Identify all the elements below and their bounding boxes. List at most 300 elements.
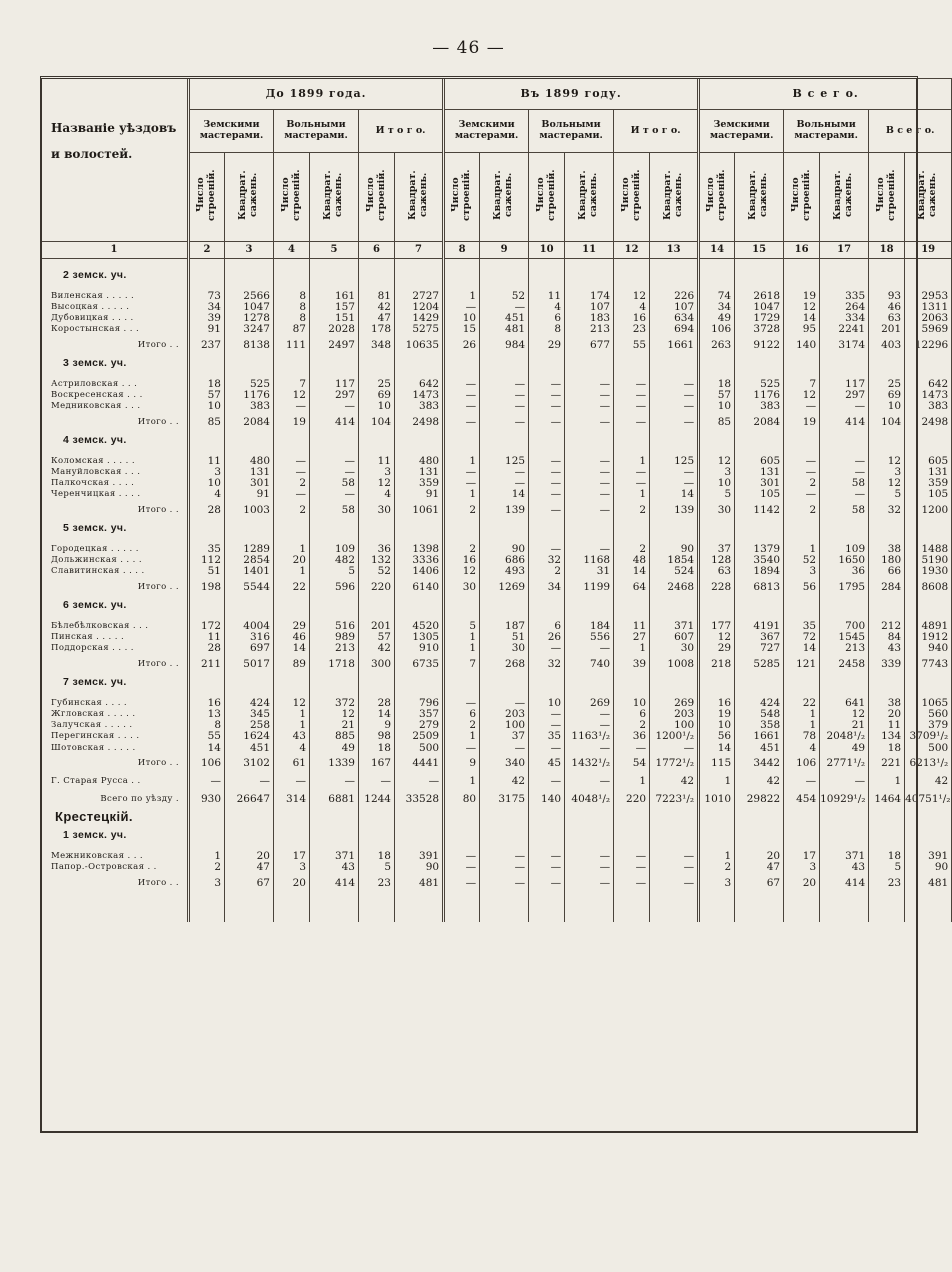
empty-cell [189,266,225,284]
count-cell: — [444,401,480,412]
area-cell: 642 [905,379,952,390]
count-cell: 4 [189,489,225,500]
count-cell: 1 [189,851,225,862]
empty-cell [225,266,274,284]
spacer-cell [41,449,189,456]
row-label: Виленская . . . . . [41,291,189,302]
empty-cell [225,519,274,537]
count-cell: 80 [444,790,480,808]
count-cell: 14 [614,566,650,577]
subheader-area [565,153,614,242]
count-cell: 1 [784,720,820,731]
area-cell: 372 [310,698,359,709]
area-cell: 605 [905,456,952,467]
area-cell: 1624 [225,731,274,742]
empty-cell [905,596,952,614]
area-cell: 151 [310,313,359,324]
area-cell: — [310,467,359,478]
area-cell: 596 [310,578,359,596]
empty-cell [650,431,699,449]
area-cell: 6140 [395,578,444,596]
area-cell: 414 [310,413,359,431]
count-cell: 30 [444,578,480,596]
subheader-count [699,153,735,242]
area-cell: 357 [395,709,444,720]
count-cell: 10 [699,401,735,412]
count-cell: — [444,379,480,390]
section-label: 2 земск. уч. [41,266,189,284]
area-cell: 117 [310,379,359,390]
area-cell: 90 [395,862,444,873]
count-cell: — [529,467,565,478]
area-cell: 414 [820,874,869,892]
count-cell: 8 [274,313,310,324]
area-cell: 1008 [650,655,699,673]
area-cell: 1772¹/₂ [650,754,699,772]
count-cell: 220 [359,578,395,596]
count-cell: 4 [529,302,565,313]
count-cell: 38 [869,544,905,555]
area-cell: 677 [565,336,614,354]
subheader-label: Квадрат. сажень. [832,170,855,220]
area-cell: — [565,478,614,489]
area-cell: 47 [735,862,784,873]
area-cell: 345 [225,709,274,720]
count-cell: 14 [274,643,310,654]
subheader-label: Число строеній. [195,169,217,221]
empty-cell [820,266,869,284]
period-in-1899: Въ 1899 году. [444,79,699,110]
area-cell: 52 [480,291,529,302]
spacer-cell [614,258,650,266]
area-cell: 740 [565,655,614,673]
count-cell: 1 [614,772,650,790]
count-cell: 14 [359,709,395,720]
spacer-cell [820,892,869,922]
count-cell: — [784,489,820,500]
total-row [41,874,952,892]
count-cell: 4 [784,743,820,754]
count-cell: 78 [784,731,820,742]
area-cell: 107 [650,302,699,313]
count-cell: 2 [444,544,480,555]
section-label: 4 земск. уч. [41,431,189,449]
empty-cell [905,826,952,844]
empty-cell [274,431,310,449]
count-cell: 237 [189,336,225,354]
area-cell: 605 [735,456,784,467]
area-cell: 107 [565,302,614,313]
count-cell: 3 [274,862,310,873]
empty-cell [650,826,699,844]
section-row [41,431,952,449]
count-cell: 1 [699,851,735,862]
empty-cell [189,431,225,449]
empty-cell [480,519,529,537]
count-cell: 22 [784,698,820,709]
row-label: Бѣлебѣлковская . . . [41,621,189,632]
empty-cell [820,826,869,844]
count-cell: 1 [274,709,310,720]
empty-cell [820,596,869,614]
count-cell: 55 [189,731,225,742]
column-number: 4 [274,241,310,258]
row-label: Шотовская . . . . . [41,743,189,754]
count-cell: 4 [274,743,310,754]
row-label: Перегинская . . . . [41,731,189,742]
area-cell: 12296 [905,336,952,354]
area-cell: 297 [310,390,359,401]
count-cell: 1 [444,643,480,654]
count-cell: 134 [869,731,905,742]
count-cell: — [444,862,480,873]
count-cell: 12 [784,302,820,313]
subheader-count [444,153,480,242]
count-cell: 104 [869,413,905,431]
subheader-area [650,153,699,242]
empty-cell [395,519,444,537]
area-cell: 12 [820,709,869,720]
row-label: Итого . . [41,501,189,519]
empty-cell [699,808,735,826]
empty-cell [784,826,820,844]
count-cell: 1 [274,544,310,555]
area-cell: 1930 [905,566,952,577]
area-cell: 7223¹/₂ [650,790,699,808]
count-cell: 1 [784,544,820,555]
count-cell: — [614,743,650,754]
subheader-label: Квадрат. сажень. [916,170,939,220]
spacer-cell [784,258,820,266]
empty-cell [274,596,310,614]
area-cell: 2241 [820,324,869,335]
area-cell: 301 [225,478,274,489]
area-cell: 213 [565,324,614,335]
area-cell: 359 [395,478,444,489]
filler-row [41,892,952,922]
empty-cell [699,354,735,372]
area-cell: 1488 [905,544,952,555]
area-cell: — [820,456,869,467]
count-cell: 19 [784,291,820,302]
area-cell: 20 [225,851,274,862]
area-cell: 10929¹/₂ [820,790,869,808]
area-cell: 47 [225,862,274,873]
count-cell: — [614,390,650,401]
subheader-count [614,153,650,242]
count-cell: 3 [699,874,735,892]
count-cell: 201 [869,324,905,335]
area-cell: — [820,772,869,790]
empty-cell [905,431,952,449]
area-cell: 686 [480,555,529,566]
area-cell: 1339 [310,754,359,772]
count-cell: 112 [189,555,225,566]
area-cell: 1289 [225,544,274,555]
area-cell: 4891 [905,621,952,632]
area-cell: 30 [650,643,699,654]
count-cell: 66 [869,566,905,577]
section-row [41,266,952,284]
area-cell: 43 [820,862,869,873]
count-cell: 14 [189,743,225,754]
area-cell: — [565,874,614,892]
empty-cell [310,266,359,284]
area-cell: — [650,467,699,478]
count-cell: 35 [189,544,225,555]
subheader-label: Квадрат. сажень. [406,170,429,220]
count-cell: 11 [359,456,395,467]
column-number: 18 [869,241,905,258]
count-cell: 2 [444,501,480,519]
count-cell: 3 [869,467,905,478]
area-cell: 1003 [225,501,274,519]
empty-cell [905,519,952,537]
count-cell: 16 [189,698,225,709]
row-label: Папор.-Островская . . [41,862,189,873]
column-number: 12 [614,241,650,258]
count-cell: 29 [699,643,735,654]
count-cell: 14 [784,313,820,324]
count-cell: 34 [529,578,565,596]
empty-cell [395,266,444,284]
count-cell: 18 [699,379,735,390]
count-cell: 4 [614,302,650,313]
count-cell: 12 [274,698,310,709]
count-cell: 57 [359,632,395,643]
row-label: Итого . . [41,874,189,892]
spacer-cell [395,258,444,266]
count-cell: 10 [444,313,480,324]
table-header [41,79,952,259]
area-cell: 1729 [735,313,784,324]
count-cell: 5 [359,862,395,873]
count-cell: — [614,478,650,489]
count-cell: — [274,467,310,478]
count-cell: 35 [784,621,820,632]
empty-cell [310,673,359,691]
area-cell: 157 [310,302,359,313]
area-cell: 1473 [395,390,444,401]
spacer-cell [41,892,189,922]
empty-cell [565,519,614,537]
count-cell: — [529,390,565,401]
area-cell: 279 [395,720,444,731]
count-cell: 20 [274,874,310,892]
count-cell: 15 [444,324,480,335]
group-header: Вольными мастерами. [784,110,869,153]
count-cell: 27 [614,632,650,643]
section-row [41,354,952,372]
count-cell: 6 [529,621,565,632]
area-cell: 1401 [225,566,274,577]
row-label: Итого . . [41,336,189,354]
count-cell: — [614,874,650,892]
row-label: Астриловская . . . [41,379,189,390]
area-cell: 49 [310,743,359,754]
area-cell: 105 [735,489,784,500]
count-cell: 1464 [869,790,905,808]
subheader-label: Квадрат. сажень. [747,170,770,220]
count-cell: 8 [189,720,225,731]
count-cell: — [529,851,565,862]
empty-cell [529,808,565,826]
empty-cell [444,266,480,284]
count-cell: 2 [784,478,820,489]
area-cell: 14 [650,489,699,500]
spacer-cell [565,892,614,922]
area-cell: 727 [735,643,784,654]
empty-cell [869,673,905,691]
area-cell: 2084 [225,413,274,431]
count-cell: 28 [359,698,395,709]
table-row [41,566,952,577]
area-cell: 105 [905,489,952,500]
subheader-area [820,153,869,242]
area-cell: 5 [310,566,359,577]
empty-cell [189,596,225,614]
count-cell: 34 [699,302,735,313]
column-title-line1: Названіе уѣздовъ [51,121,177,135]
table-row [41,643,952,654]
count-cell: 2 [699,862,735,873]
empty-cell [444,673,480,691]
area-cell: 58 [310,501,359,519]
area-cell: 383 [225,401,274,412]
column-number: 7 [395,241,444,258]
count-cell: 314 [274,790,310,808]
count-cell: 84 [869,632,905,643]
subheader-label: Число строеній. [705,169,728,221]
empty-cell [529,826,565,844]
count-cell: 167 [359,754,395,772]
count-cell: 46 [274,632,310,643]
empty-cell [395,808,444,826]
empty-cell [310,519,359,537]
empty-cell [735,266,784,284]
area-cell: 2509 [395,731,444,742]
column-number: 3 [225,241,274,258]
subheader-area [310,153,359,242]
area-cell: — [565,413,614,431]
area-cell: 1912 [905,632,952,643]
column-title-cell [41,79,189,242]
area-cell: — [820,489,869,500]
area-cell: 383 [395,401,444,412]
count-cell: 12 [699,456,735,467]
table-row [41,489,952,500]
count-cell: 20 [869,709,905,720]
count-cell: 12 [699,632,735,643]
area-cell: 125 [480,456,529,467]
count-cell: 1 [444,489,480,500]
count-cell: 3 [359,467,395,478]
area-cell: 1199 [565,578,614,596]
area-cell: 42 [480,772,529,790]
area-cell: — [565,743,614,754]
row-label: Итого . . [41,655,189,673]
area-cell: 1432¹/₂ [565,754,614,772]
area-cell: 1854 [650,555,699,566]
subheader-count [784,153,820,242]
count-cell: 1 [614,456,650,467]
count-cell: 178 [359,324,395,335]
spacer-cell [565,258,614,266]
count-cell: 1 [444,291,480,302]
empty-cell [274,673,310,691]
empty-cell [565,826,614,844]
count-cell: 57 [189,390,225,401]
count-cell: 16 [444,555,480,566]
spacer-cell [310,892,359,922]
count-cell: 26 [444,336,480,354]
empty-cell [820,519,869,537]
subheader-label: Квадрат. сажень. [492,170,515,220]
spacer-cell [189,892,225,922]
count-cell: 3 [784,566,820,577]
column-number: 14 [699,241,735,258]
area-cell: 451 [225,743,274,754]
empty-cell [359,826,395,844]
count-cell: 29 [529,336,565,354]
area-cell: 989 [310,632,359,643]
count-cell: 1 [784,709,820,720]
empty-cell [274,519,310,537]
area-cell: 383 [905,401,952,412]
empty-cell [735,431,784,449]
count-cell: 11 [189,456,225,467]
spacer-cell [189,258,225,266]
empty-cell [820,354,869,372]
count-cell: — [529,874,565,892]
statistics-table [40,78,952,922]
empty-cell [529,354,565,372]
spacer-cell [225,258,274,266]
count-cell: 28 [189,501,225,519]
area-cell: 3174 [820,336,869,354]
count-cell: 128 [699,555,735,566]
count-cell: 85 [699,413,735,431]
empty-cell [784,354,820,372]
area-cell: 269 [650,698,699,709]
area-cell: 109 [820,544,869,555]
count-cell: — [614,413,650,431]
area-cell: — [650,862,699,873]
empty-cell [735,808,784,826]
empty-cell [310,354,359,372]
count-cell: — [614,401,650,412]
area-cell: 316 [225,632,274,643]
area-cell: — [395,772,444,790]
area-cell: 480 [225,456,274,467]
spacer-cell [699,892,735,922]
empty-cell [699,431,735,449]
area-cell: 885 [310,731,359,742]
empty-cell [735,673,784,691]
area-cell: 560 [905,709,952,720]
area-cell: 139 [480,501,529,519]
spacer-cell [225,892,274,922]
area-cell: — [565,862,614,873]
area-cell: 226 [650,291,699,302]
section-label: 5 земск. уч. [41,519,189,537]
row-label: Дольжинская . . . . [41,555,189,566]
empty-cell [565,673,614,691]
empty-cell [529,596,565,614]
count-cell: 10 [189,478,225,489]
area-cell: 1269 [480,578,529,596]
area-cell: 2084 [735,413,784,431]
